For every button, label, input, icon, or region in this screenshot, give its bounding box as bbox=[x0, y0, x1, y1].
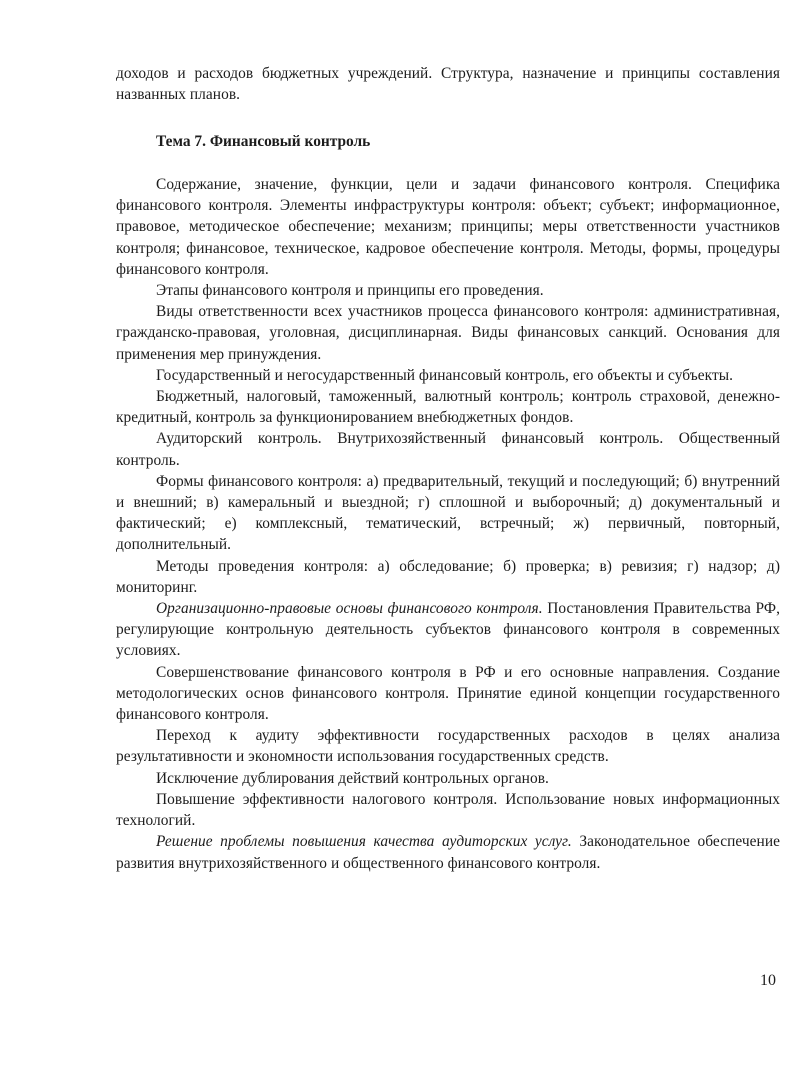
paragraph-10: Совершенствование финансового контроля в РФ и его основные направления. Создание методологических основ финансового контроля. Принятие единой концепции государственного финансового контроля. bbox=[116, 663, 780, 724]
paragraph-5: Бюджетный, налоговый, таможенный, валютный контроль; контроль страховой, денежно-кредитный, контроль за функционированием внебюджетных фондов. bbox=[116, 388, 780, 427]
page-number: 10 bbox=[760, 972, 776, 989]
intro-text: доходов и расходов бюджетных учреждений. Структура, назначение и принципы составления названных планов. bbox=[116, 65, 780, 104]
paragraph-8: Методы проведения контроля: а) обследование; б) проверка; в) ревизия; г) надзор; д) мониторинг. bbox=[116, 557, 780, 596]
paragraph-13: Повышение эффективности налогового контроля. Использование новых информационных технологий. bbox=[116, 790, 780, 830]
intro-paragraph bbox=[116, 63, 780, 105]
paragraph-1: Содержание, значение, функции, цели и задачи финансового контроля. Специфика финансового контроля. Элементы инфраструктуры контроля: объект; субъект; информационное, правовое, методическое обеспечение; механизм; принципы; меры ответственности участников контроля; финансовое, техническое, кадровое обеспечение контроля. Методы, формы, процедуры финансового контроля. bbox=[116, 176, 780, 278]
paragraph-7: Формы финансового контроля: а) предварительный, текущий и последующий; б) внутренний и внешний; в) камеральный и выездной; г) сплошной и выборочный; д) документальный и фактический; е) комплексный, тематический, встречный; ж) первичный, повторный, дополнительный. bbox=[116, 472, 780, 554]
paragraph-4: Государственный и негосударственный финансовый контроль, его объекты и субъекты. bbox=[156, 366, 734, 384]
section-heading: Тема 7. Финансовый контроль bbox=[156, 133, 371, 150]
paragraph-14 bbox=[116, 831, 780, 873]
paragraph-9-italic: Организационно-правовые основы финансового контроля. bbox=[156, 600, 543, 618]
paragraph-9-rest: Постановления Правительства РФ, регулирующие контрольную деятельность субъектов финансового контроля в современных условиях. bbox=[116, 600, 780, 660]
paragraph-3: Виды ответственности всех участников процесса финансового контроля: административная, гражданско-правовая, уголовная, дисциплинарная. Виды финансовых санкций. Основания для применения мер принуждения. bbox=[116, 303, 780, 363]
paragraph-14-italic: Решение проблемы повышения качества аудиторских услуг. bbox=[156, 833, 572, 851]
section-body bbox=[116, 174, 780, 874]
paragraph-9 bbox=[116, 598, 780, 662]
paragraph-14-rest: Законодательное обеспечение развития внутрихозяйственного и общественного финансового контроля. bbox=[116, 833, 780, 872]
paragraph-12: Исключение дублирования действий контрольных органов. bbox=[156, 769, 549, 787]
paragraph-11: Переход к аудиту эффективности государственных расходов в целях анализа результативности и экономности использования государственных средств. bbox=[116, 727, 780, 766]
paragraph-6: Аудиторский контроль. Внутрихозяйственный финансовый контроль. Общественный контроль. bbox=[116, 430, 780, 469]
paragraph-2: Этапы финансового контроля и принципы его проведения. bbox=[156, 282, 544, 300]
